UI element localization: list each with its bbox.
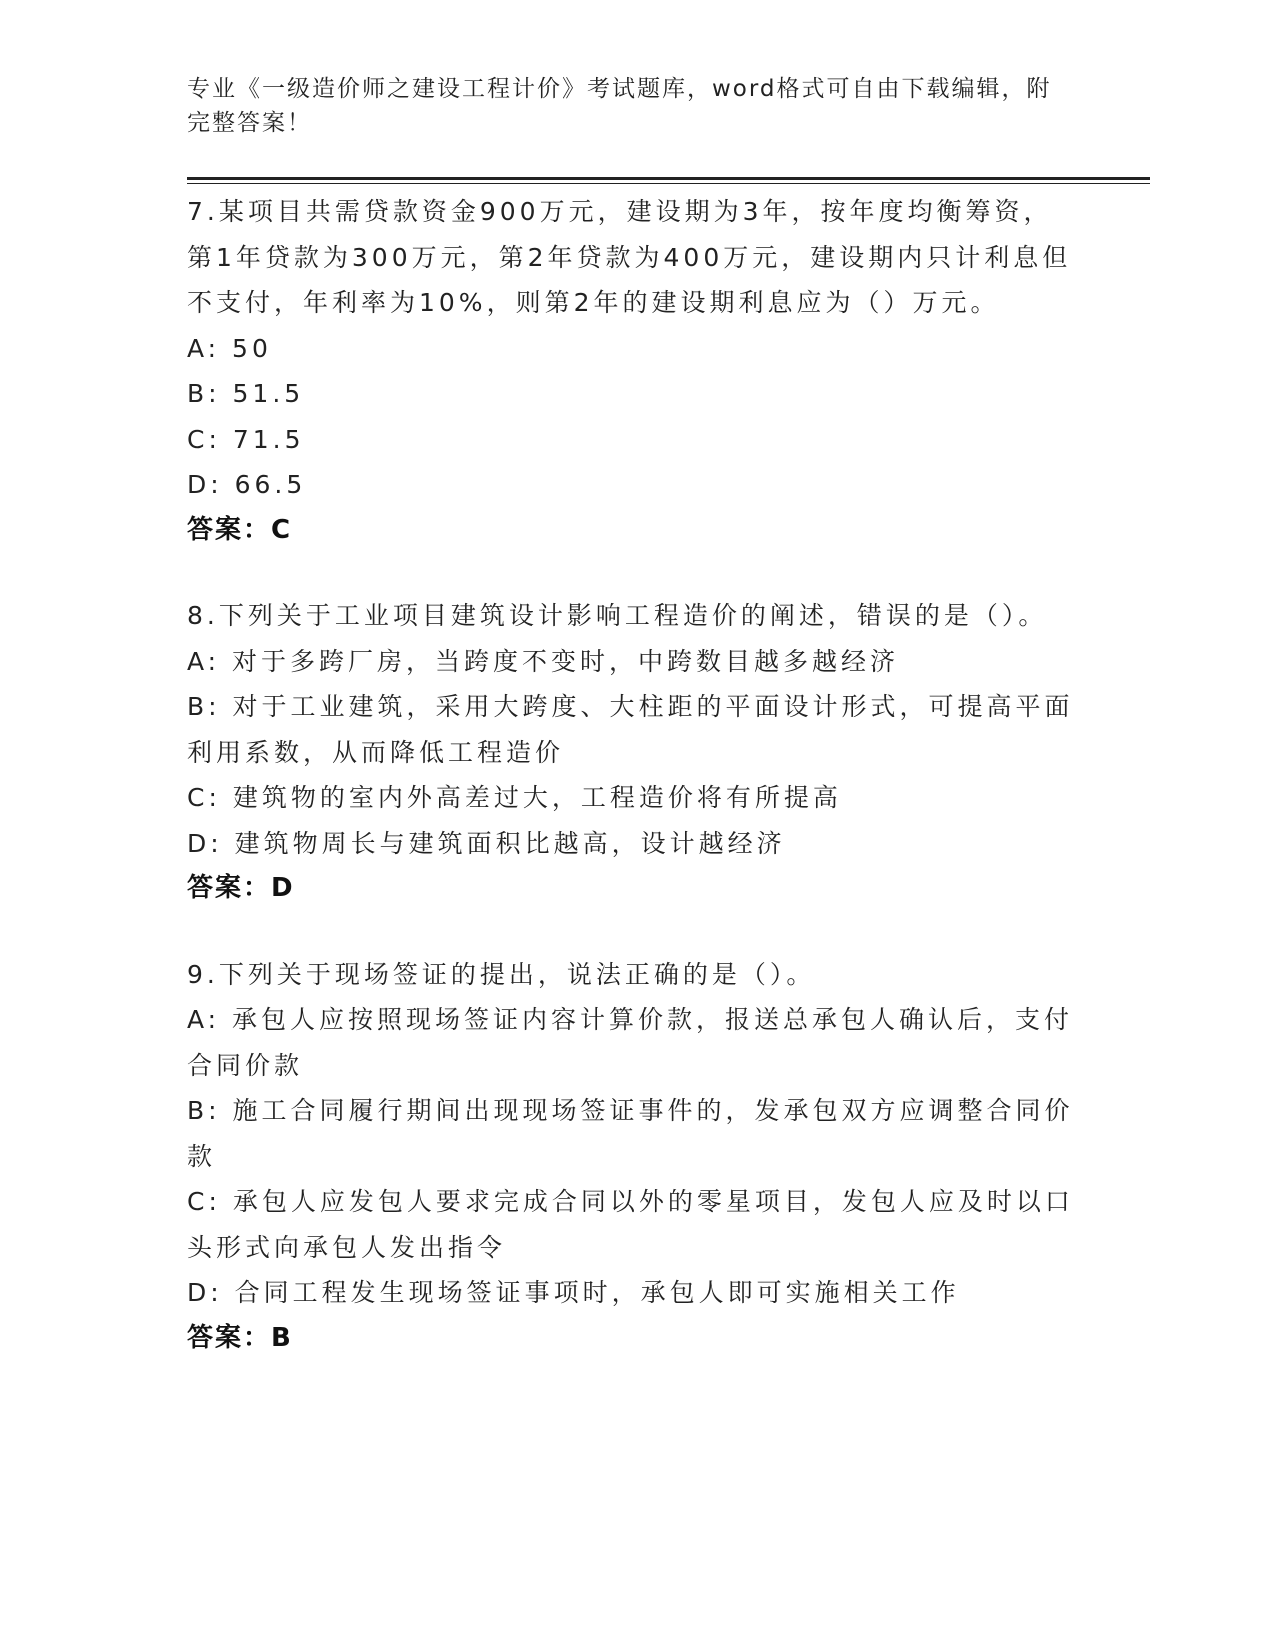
option-a: A: 对于多跨厂房，当跨度不变时，中跨数目越多越经济 [187, 646, 900, 676]
option-b: B: 51.5 [187, 379, 305, 408]
question-7 [187, 189, 1077, 553]
document-header: 专业《一级造价师之建设工程计价》考试题库，word格式可自由下载编辑，附完整答案！ [187, 76, 1052, 136]
option-d: D: 建筑物周长与建筑面积比越高，设计越经济 [187, 828, 786, 858]
option-d: D: 合同工程发生现场签证事项时，承包人即可实施相关工作 [187, 1278, 960, 1307]
option-d: D: 66.5 [187, 470, 307, 499]
option-c: C: 71.5 [187, 424, 305, 454]
option-c: C: 建筑物的室内外高差过大，工程造价将有所提高 [187, 783, 842, 812]
question-stem: 7.某项目共需贷款资金900万元，建设期为3年，按年度均衡筹资，第1年贷款为300万元，第2年贷款为400万元，建设期内只计利息但不支付，年利率为10%，则第2年的建设期利息应为（）万元。 [187, 197, 1072, 317]
question-stem: 8.下列关于工业项目建筑设计影响工程造价的阐述，错误的是（）。 [187, 601, 1048, 630]
header-divider-thin [187, 183, 1150, 184]
answer-line: 答案：B [187, 1322, 293, 1353]
header-divider-thick [187, 177, 1150, 180]
question-stem: 9.下列关于现场签证的提出，说法正确的是（）。 [187, 959, 816, 989]
option-a: A: 50 [187, 333, 272, 363]
answer-line: 答案：C [187, 514, 293, 545]
option-b: B: 施工合同履行期间出现现场签证事件的，发承包双方应调整合同价款 [187, 1096, 1074, 1171]
option-a: A: 承包人应按照现场签证内容计算价款，报送总承包人确认后，支付合同价款 [187, 1005, 1074, 1080]
answer-line: 答案：D [187, 873, 295, 903]
question-9 [187, 952, 1077, 1362]
option-c: C: 承包人应发包人要求完成合同以外的零星项目，发包人应及时以口头形式向承包人发出指令 [187, 1187, 1074, 1262]
question-8 [187, 593, 1077, 912]
question-list [187, 189, 1077, 1401]
option-b: B: 对于工业建筑，采用大跨度、大柱距的平面设计形式，可提高平面利用系数，从而降低工程造价 [187, 692, 1074, 767]
